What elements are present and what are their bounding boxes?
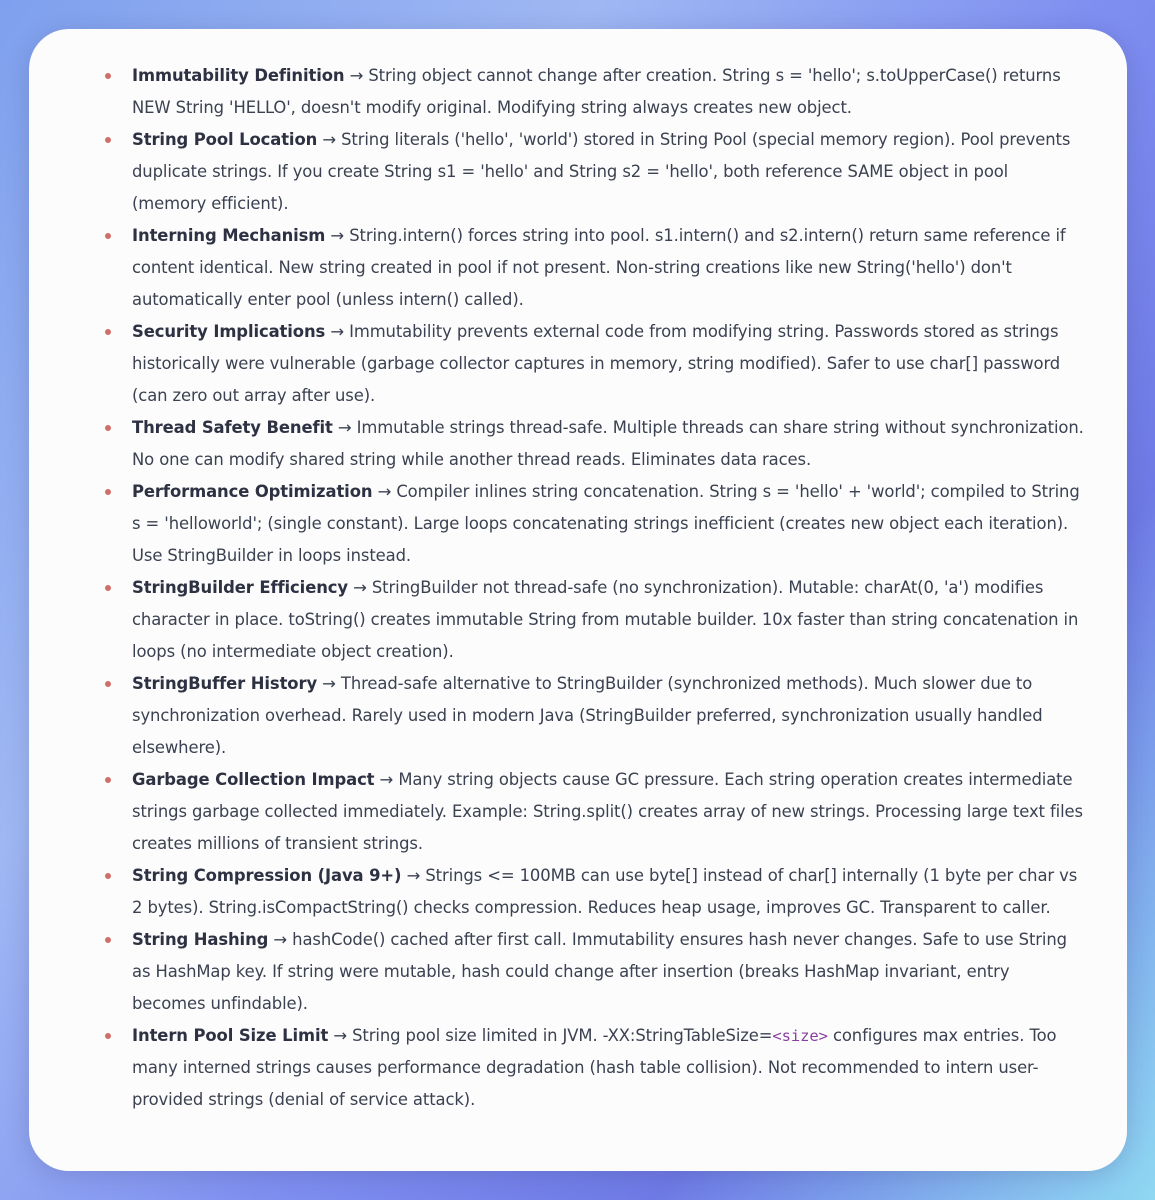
item-term: Interning Mechanism — [132, 226, 326, 245]
list-item — [105, 572, 1087, 668]
list-item — [105, 860, 1087, 924]
item-text: String pool size limited in JVM. -XX:StringTableSize= — [352, 1026, 773, 1045]
item-term: Garbage Collection Impact — [132, 770, 375, 789]
bullet-dot — [105, 777, 111, 783]
item-text: Strings <= 100MB can use byte[] instead of char[] internally (1 byte per char vs 2 bytes). String.isCompactString() checks compression. Reduces heap usage, improves GC. Transparent to caller. — [132, 866, 1078, 917]
notes-card — [29, 29, 1127, 1171]
item-term: Security Implications — [132, 322, 326, 341]
arrow-icon: → — [322, 674, 336, 693]
arrow-icon: → — [330, 226, 345, 245]
arrow-icon: → — [349, 66, 364, 85]
list-item — [105, 668, 1087, 764]
arrow-icon: → — [377, 482, 392, 501]
list-item — [105, 1020, 1087, 1116]
arrow-icon: → — [333, 1026, 347, 1045]
bullet-dot — [105, 873, 111, 879]
item-term: String Compression (Java 9+) — [132, 866, 402, 885]
arrow-icon: → — [322, 130, 336, 149]
notes-list — [105, 60, 1087, 1116]
bullet-dot — [105, 137, 111, 143]
list-item — [105, 316, 1087, 412]
item-term: StringBuffer History — [132, 674, 318, 693]
item-term: Immutability Definition — [132, 66, 345, 85]
item-text: String.intern() forces string into pool. s1.intern() and s2.intern() return same reference if content identical. New string created in pool if not present. Non-string creations like new String('hello') don't automatically enter pool (unless intern() called). — [132, 226, 1066, 309]
item-term: Thread Safety Benefit — [132, 418, 333, 437]
list-item — [105, 476, 1087, 572]
item-text: Immutability prevents external code from modifying string. Passwords stored as strings historically were vulnerable (garbage collector captures in memory, string modified). Safer to use char[] password (can zero out array after use). — [132, 322, 1061, 405]
bullet-dot — [105, 1033, 111, 1039]
item-text: Thread-safe alternative to StringBuilder (synchronized methods). Much slower due to synchronization overhead. Rarely used in modern Java (StringBuilder preferred, synchronization usually handled elsewhere). — [132, 674, 1043, 757]
item-text: String object cannot change after creation. String s = 'hello'; s.toUpperCase() returns NEW String 'HELLO', doesn't modify original. Modifying string always creates new object. — [132, 66, 1061, 117]
list-item — [105, 220, 1087, 316]
bullet-dot — [105, 681, 111, 687]
item-term: Intern Pool Size Limit — [132, 1026, 329, 1045]
item-term: StringBuilder Efficiency — [132, 578, 348, 597]
bullet-dot — [105, 233, 111, 239]
bullet-dot — [105, 73, 111, 79]
bullet-dot — [105, 937, 111, 943]
list-item — [105, 924, 1087, 1020]
item-text: Many string objects cause GC pressure. Each string operation creates intermediate strings garbage collected immediately. Example: String.split() creates array of new strings. Processing large text files creates millions of transient strings. — [132, 770, 1083, 853]
arrow-icon: → — [353, 578, 367, 597]
item-term: Performance Optimization — [132, 482, 373, 501]
bullet-dot — [105, 585, 111, 591]
item-term: String Pool Location — [132, 130, 318, 149]
item-text: StringBuilder not thread-safe (no synchronization). Mutable: charAt(0, 'a') modifies character in place. toString() creates immutable String from mutable builder. 10x faster than string concatenation in loops (no intermediate object creation). — [132, 578, 1079, 661]
bullet-dot — [105, 425, 111, 431]
item-text: configures max entries. Too many interned strings causes performance degradation (hash table collision). Not recommended to intern user-provided strings (denial of service attack). — [132, 1026, 1057, 1109]
arrow-icon: → — [379, 770, 394, 789]
arrow-icon: → — [273, 930, 288, 949]
inline-code: <size> — [772, 1027, 828, 1045]
arrow-icon: → — [337, 418, 352, 437]
item-term: String Hashing — [132, 930, 269, 949]
arrow-icon: → — [330, 322, 344, 341]
list-item — [105, 764, 1087, 860]
item-text: Immutable strings thread-safe. Multiple threads can share string without synchronization. No one can modify shared string while another thread reads. Eliminates data races. — [132, 418, 1084, 469]
item-text: Compiler inlines string concatenation. String s = 'hello' + 'world'; compiled to String s = 'helloworld'; (single constant). Large loops concatenating strings inefficient (creates new object each iteration). Use StringBuilder in loops instead. — [132, 482, 1080, 565]
list-item — [105, 412, 1087, 476]
bullet-dot — [105, 329, 111, 335]
item-text: hashCode() cached after first call. Immutability ensures hash never changes. Safe to use String as HashMap key. If string were mutable, hash could change after insertion (breaks HashMap invariant, entry becomes unfindable). — [132, 930, 1067, 1013]
arrow-icon: → — [406, 866, 421, 885]
bullet-dot — [105, 489, 111, 495]
list-item — [105, 124, 1087, 220]
item-text: String literals ('hello', 'world') stored in String Pool (special memory region). Pool prevents duplicate strings. If you create String s1 = 'hello' and String s2 = 'hello', both reference SAME object in pool (memory efficient). — [132, 130, 1071, 213]
list-item — [105, 60, 1087, 124]
